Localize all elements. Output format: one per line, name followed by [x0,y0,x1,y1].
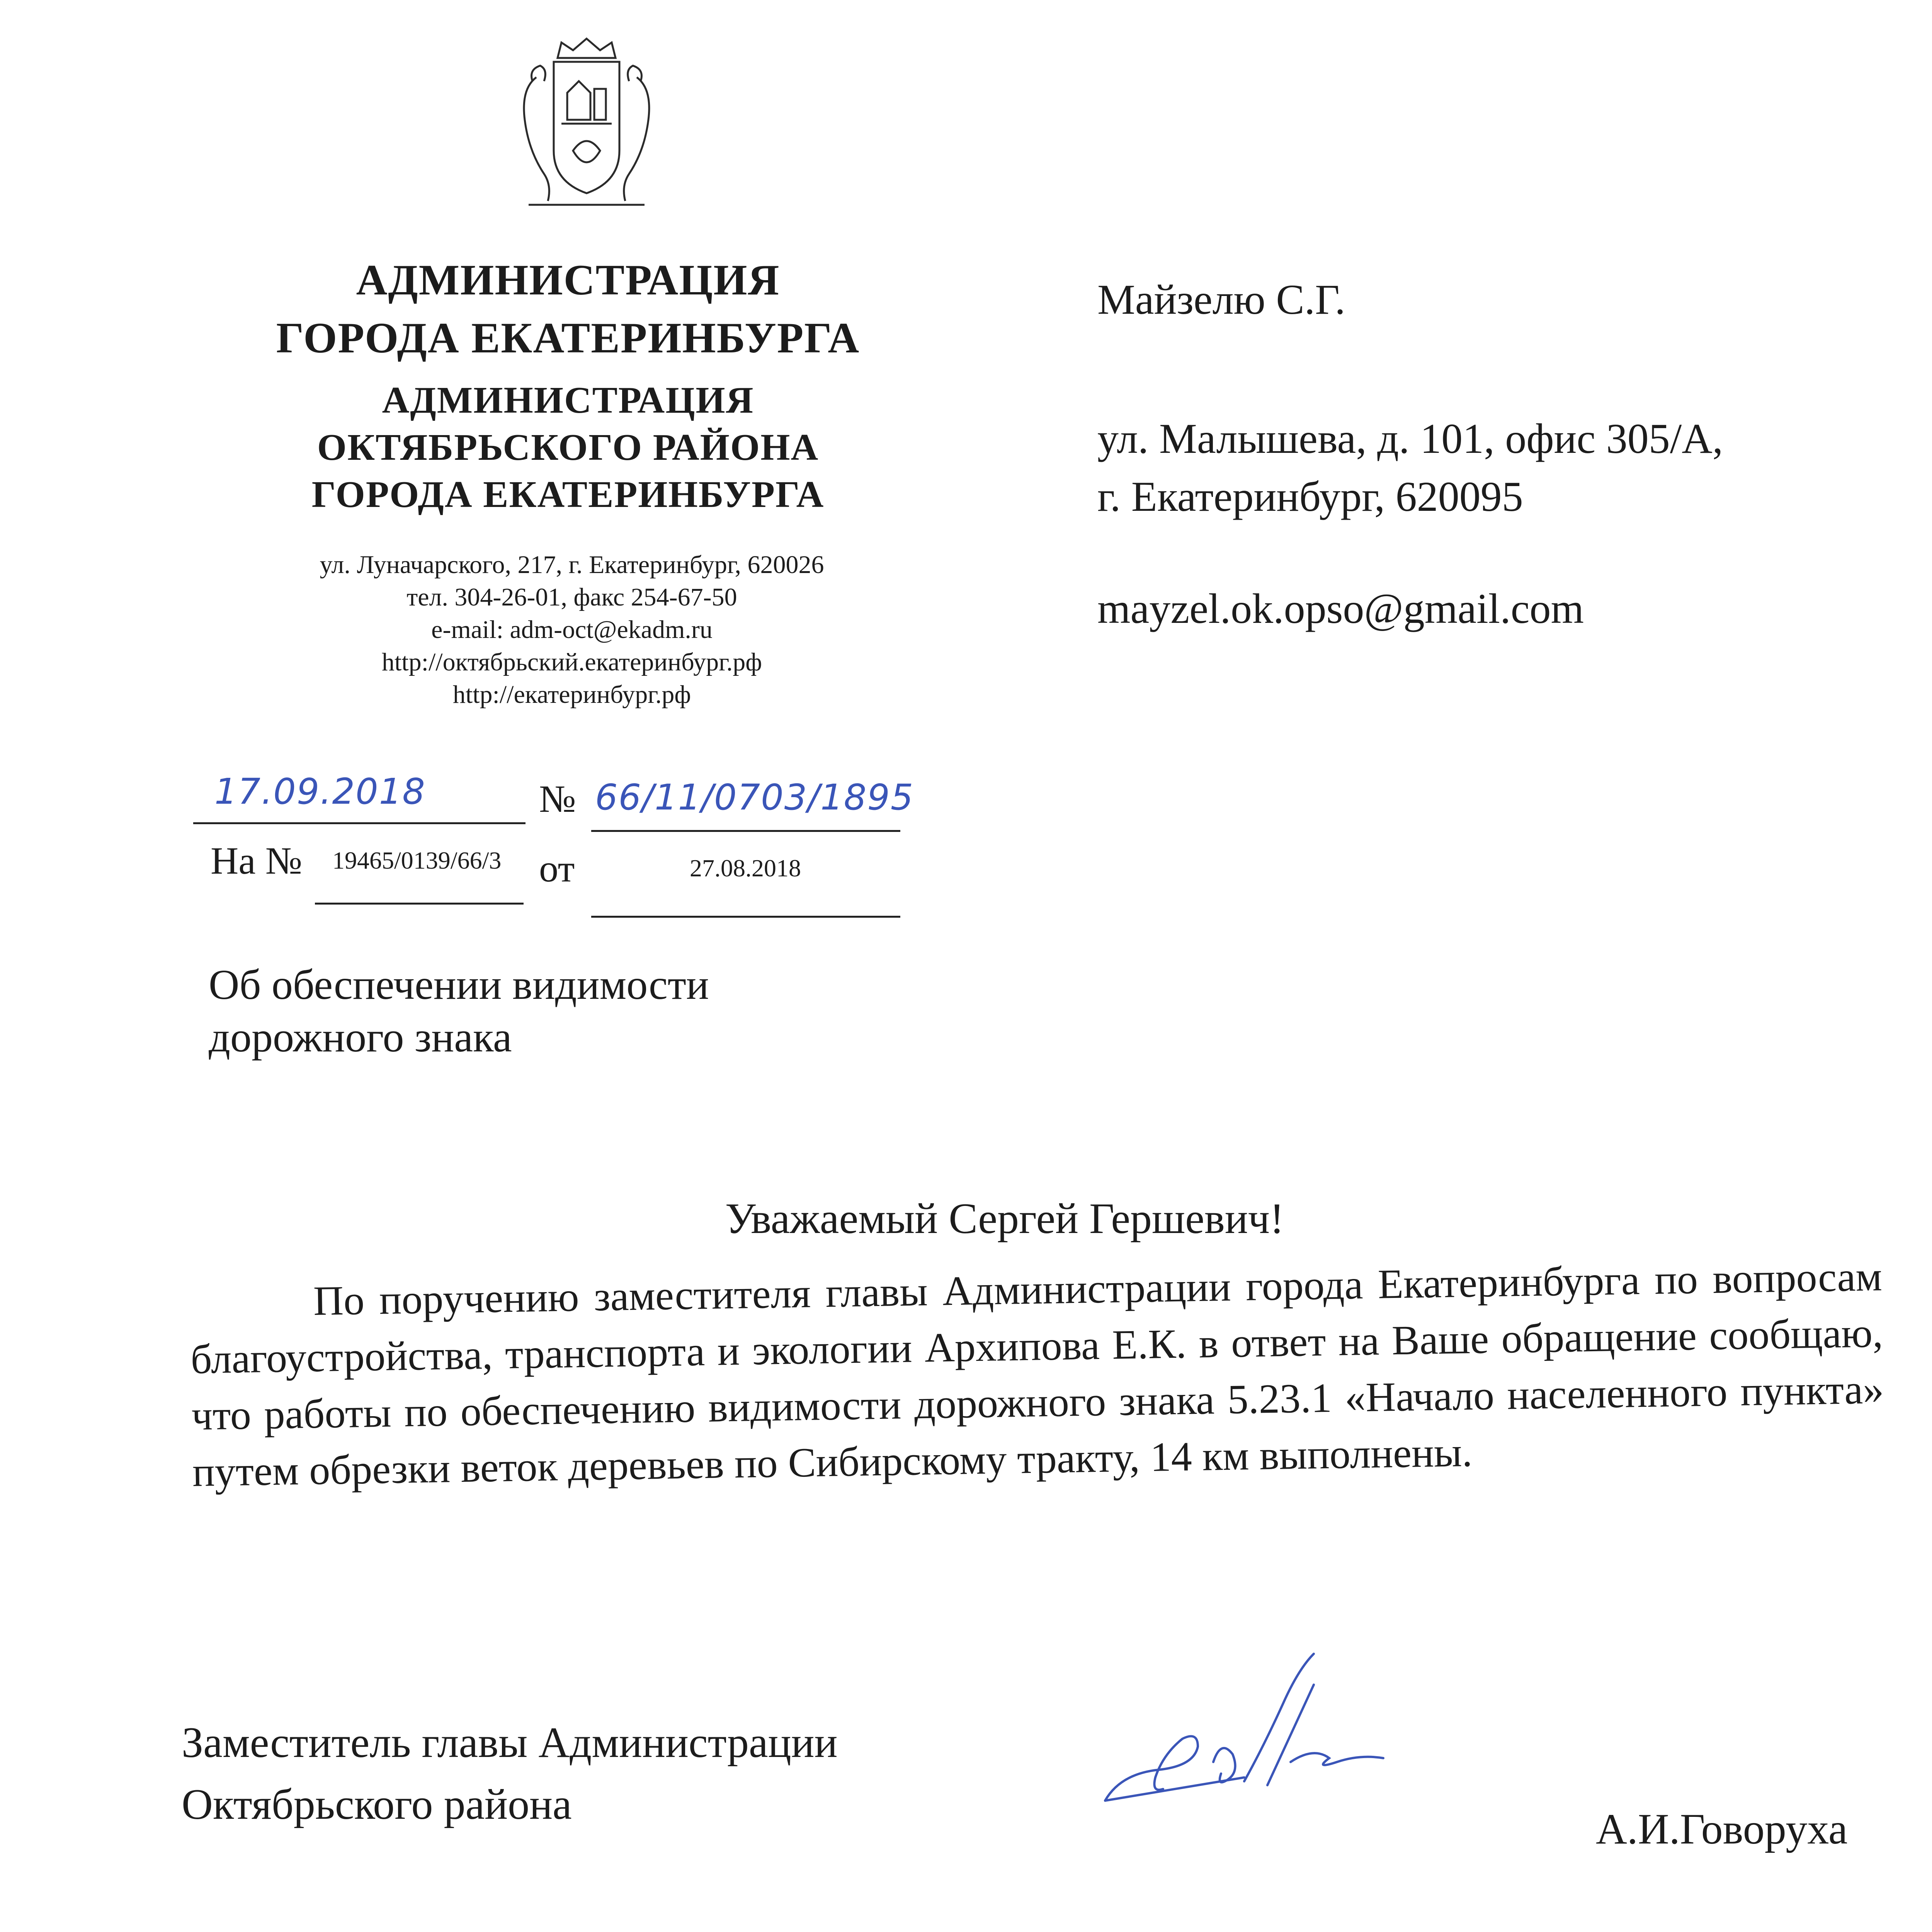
reply-to-date: 27.08.2018 [690,854,801,882]
coat-of-arms-emblem [490,35,683,213]
position-line-2: Октябрьского района [182,1781,572,1828]
org-line-1: АДМИНИСТРАЦИЯ [356,256,780,304]
outgoing-number: 66/11/0703/1895 [595,777,914,818]
recipient-address-line-2: г. Екатеринбург, 620095 [1097,473,1523,520]
recipient-block [1097,270,1723,638]
subject-line-1: Об обеспечении видимости [209,961,709,1008]
sender-site-1: http://октябрьский.екатеринбург.рф [381,648,762,676]
signer-position [182,1712,838,1835]
recipient-address-line-1: ул. Малышева, д. 101, офис 305/А, [1097,415,1723,462]
signer-name: А.И.Говоруха [1596,1805,1848,1853]
reply-to-number-line [315,903,524,905]
recipient-email: mayzel.ok.opso@gmail.com [1097,585,1584,632]
from-label: от [539,847,575,890]
letter-body [189,1248,1885,1501]
salutation: Уважаемый Сергей Гершевич! [725,1195,1284,1243]
outgoing-number-line [591,830,900,832]
dept-line-2: ОКТЯБРЬСКОГО РАЙОНА [317,427,819,468]
recipient-name: Майзелю С.Г. [1097,276,1345,323]
sender-address: ул. Луначарского, 217, г. Екатеринбург, 620026 [320,551,824,579]
sender-phone: тел. 304-26-01, факс 254-67-50 [406,583,737,611]
reply-to-number: 19465/0139/66/3 [332,847,502,874]
letter-subject [209,958,709,1063]
sender-org-header [162,251,974,367]
dept-line-3: ГОРОДА ЕКАТЕРИНБУРГА [311,474,825,515]
outgoing-date-line [193,822,526,824]
number-sign: № [539,777,576,820]
reply-to-date-line [591,916,900,918]
sender-site-2: http://екатеринбург.рф [452,680,691,709]
sender-dept-header [209,377,927,518]
body-paragraph: По поручению заместителя главы Администрации города Екатеринбурга по вопросам благоустройства, транспорта и экологии Архипова Е.К. в ответ на Ваше обращение сообщаю, что работы по обеспечению видимости дорожного знака 5.23.1 «Начало населенного пункта» путем обрезки веток деревьев по Сибирскому тракту, 14 км выполнены. [190,1253,1884,1495]
outgoing-date: 17.09.2018 [214,771,426,812]
handwritten-signature [1097,1646,1391,1839]
subject-line-2: дорожного знака [209,1014,512,1061]
reply-to-label: На № [211,839,303,882]
sender-contacts [185,549,958,711]
sender-email: e-mail: adm-oct@ekadm.ru [431,616,713,644]
dept-line-1: АДМИНИСТРАЦИЯ [382,379,754,421]
org-line-2: ГОРОДА ЕКАТЕРИНБУРГА [276,314,860,362]
position-line-1: Заместитель главы Администрации [182,1719,838,1767]
